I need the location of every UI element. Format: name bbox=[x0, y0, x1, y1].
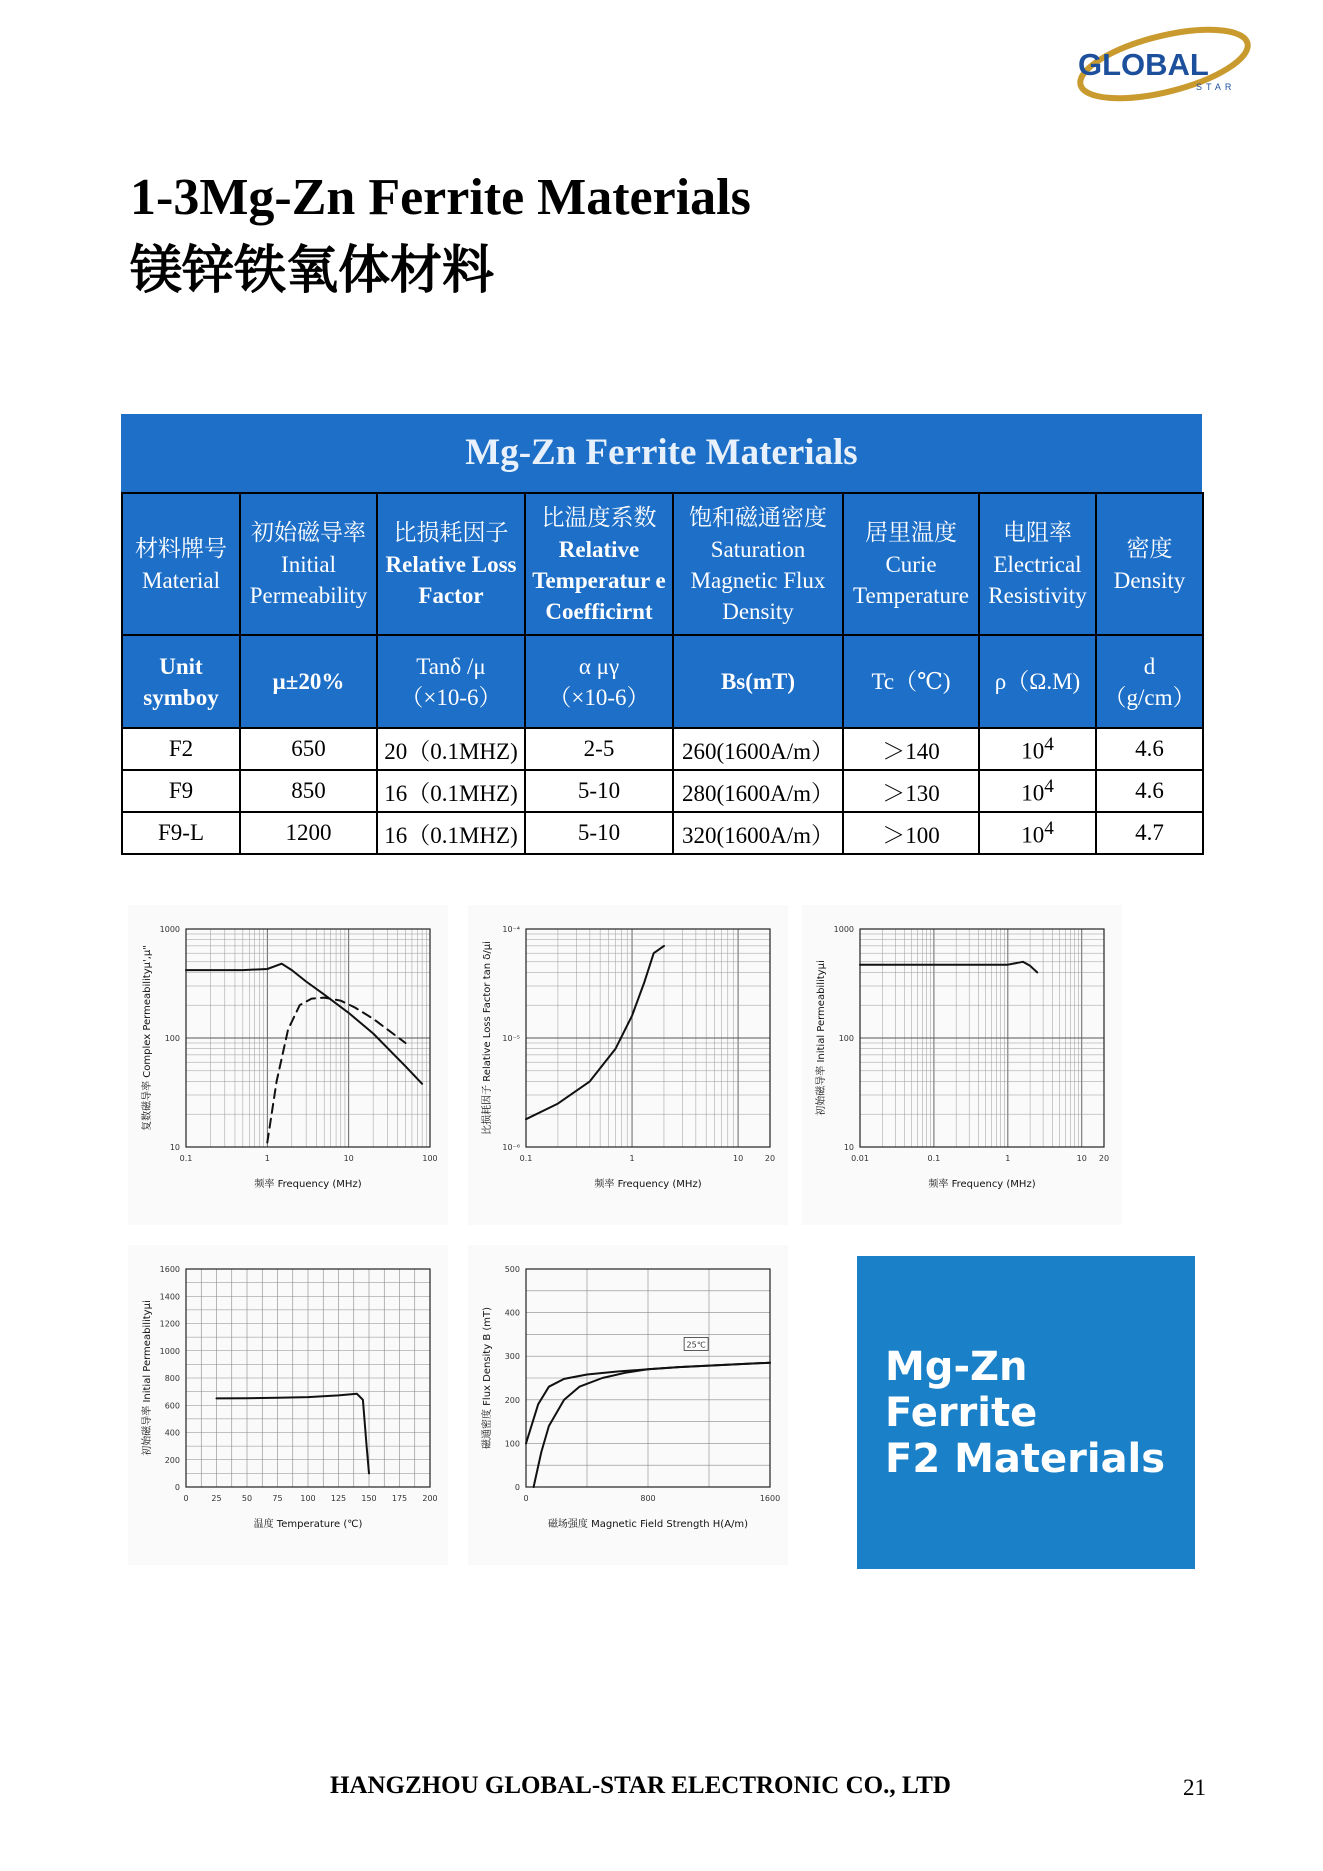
table-row bbox=[122, 728, 1203, 770]
y-axis-label: 复数磁导率 Complex Permeabilityμ',μ" bbox=[142, 945, 153, 1131]
chart-flux-density bbox=[468, 1245, 788, 1565]
x-tick-label: 20 bbox=[1098, 1154, 1110, 1163]
series-line bbox=[534, 1363, 770, 1487]
header-temp-coefficient: 比温度系数 Relative Temperatur e Coefficirnt bbox=[525, 493, 673, 635]
chart-svg bbox=[128, 1245, 448, 1565]
series-line bbox=[860, 962, 1037, 973]
y-axis-label: 磁通密度 Flux Density B (mT) bbox=[482, 1306, 493, 1450]
cell-material: F9 bbox=[122, 770, 240, 812]
promo-line: Mg-Zn bbox=[885, 1344, 1028, 1390]
chart-permeability-temperature bbox=[128, 1245, 448, 1565]
chart-grid bbox=[186, 929, 430, 1147]
cell-bs: 260(1600A/m） bbox=[673, 728, 843, 770]
y-tick-label: 100 bbox=[164, 1034, 180, 1043]
cell-material: F9-L bbox=[122, 812, 240, 854]
cell-temp-coef: 5-10 bbox=[525, 812, 673, 854]
chart-grid bbox=[186, 1269, 430, 1487]
page-number: 21 bbox=[1183, 1775, 1206, 1800]
y-tick-label: 200 bbox=[164, 1455, 180, 1465]
x-tick-label: 0.1 bbox=[927, 1154, 941, 1163]
unit-bs: Bs(mT) bbox=[673, 635, 843, 728]
promo-line: Ferrite bbox=[885, 1390, 1038, 1436]
y-tick-label: 600 bbox=[164, 1401, 180, 1411]
x-tick-label: 75 bbox=[272, 1494, 283, 1503]
x-tick-label: 100 bbox=[300, 1494, 316, 1503]
chart-grid bbox=[526, 1269, 770, 1487]
y-tick-label: 300 bbox=[504, 1352, 520, 1362]
x-tick-label: 125 bbox=[330, 1494, 347, 1503]
y-tick-label: 10⁻⁵ bbox=[502, 1034, 520, 1043]
cell-material: F2 bbox=[122, 728, 240, 770]
y-tick-label: 500 bbox=[504, 1265, 520, 1274]
cell-rho: $10^4$ bbox=[979, 812, 1096, 854]
header-curie-temperature: 居里温度 Curie Temperature bbox=[843, 493, 979, 635]
y-tick-label: 10⁻⁴ bbox=[502, 925, 520, 934]
cell-mu: 1200 bbox=[240, 812, 377, 854]
y-tick-label: 1200 bbox=[159, 1319, 180, 1329]
x-tick-label: 1 bbox=[264, 1154, 270, 1163]
cell-density: 4.7 bbox=[1096, 812, 1203, 854]
chart-svg bbox=[802, 905, 1122, 1225]
chart-svg bbox=[468, 905, 788, 1225]
unit-permeability: μ±20% bbox=[240, 635, 377, 728]
x-tick-label: 10 bbox=[732, 1154, 744, 1163]
y-tick-label: 100 bbox=[838, 1034, 854, 1043]
cell-loss: 16（0.1MHZ) bbox=[377, 770, 525, 812]
x-axis-label: 频率 Frequency (MHz) bbox=[254, 1179, 362, 1190]
table-heading: Mg-Zn Ferrite Materials bbox=[121, 414, 1202, 492]
promo-line: F2 Materials bbox=[885, 1436, 1166, 1482]
unit-loss-factor: Tanδ /μ （×10-6） bbox=[377, 635, 525, 728]
y-tick-label: 400 bbox=[164, 1428, 180, 1438]
y-tick-label: 10⁻⁶ bbox=[502, 1143, 520, 1152]
y-tick-label: 400 bbox=[504, 1308, 520, 1318]
cell-density: 4.6 bbox=[1096, 770, 1203, 812]
y-tick-label: 1400 bbox=[159, 1292, 180, 1302]
x-tick-label: 0 bbox=[183, 1494, 189, 1503]
cell-mu: 850 bbox=[240, 770, 377, 812]
table-header-row bbox=[122, 493, 1203, 635]
unit-tc: Tc（℃) bbox=[843, 635, 979, 728]
cell-bs: 280(1600A/m） bbox=[673, 770, 843, 812]
series-line bbox=[267, 998, 405, 1143]
y-tick-label: 0 bbox=[174, 1483, 180, 1492]
cell-temp-coef: 2-5 bbox=[525, 728, 673, 770]
y-tick-label: 800 bbox=[164, 1374, 180, 1383]
series-line bbox=[526, 946, 664, 1119]
x-tick-label: 150 bbox=[361, 1494, 377, 1503]
x-tick-label: 10 bbox=[343, 1154, 354, 1163]
chart-loss-factor bbox=[468, 905, 788, 1225]
cell-tc: ＞100 bbox=[843, 812, 979, 854]
x-tick-label: 0.1 bbox=[519, 1154, 533, 1163]
x-tick-label: 25 bbox=[211, 1494, 222, 1503]
cell-temp-coef: 5-10 bbox=[525, 770, 673, 812]
page-title-cn: 镁锌铁氧体材料 bbox=[130, 241, 495, 301]
chart-complex-permeability bbox=[128, 905, 448, 1225]
x-tick-label: 200 bbox=[422, 1494, 438, 1503]
x-tick-label: 800 bbox=[640, 1494, 656, 1503]
x-tick-label: 0 bbox=[523, 1494, 529, 1503]
promo-text bbox=[885, 1344, 1165, 1482]
table-row bbox=[122, 770, 1203, 812]
y-axis-label: 初始磁导率 Initial Permeabilityμi bbox=[142, 1300, 153, 1456]
y-tick-label: 200 bbox=[504, 1395, 520, 1405]
table-row bbox=[122, 812, 1203, 854]
material-table bbox=[121, 414, 1202, 855]
unit-density: d （g/cm） bbox=[1096, 635, 1203, 728]
y-axis-label: 初始磁导率 Initial Permeabilityμi bbox=[816, 960, 827, 1116]
x-axis-label: 磁场强度 Magnetic Field Strength H(A/m) bbox=[547, 1519, 749, 1530]
y-axis-label: 比损耗因子 Relative Loss Factor tan δ/μi bbox=[482, 941, 493, 1135]
table-unit-row bbox=[122, 635, 1203, 728]
y-tick-label: 1000 bbox=[833, 925, 854, 934]
chart-grid bbox=[860, 929, 1104, 1147]
header-resistivity: 电阻率 Electrical Resistivity bbox=[979, 493, 1096, 635]
chart-svg bbox=[468, 1245, 788, 1565]
header-initial-permeability: 初始磁导率 Initial Permeability bbox=[240, 493, 377, 635]
x-axis-label: 频率 Frequency (MHz) bbox=[928, 1179, 1036, 1190]
x-tick-label: 1 bbox=[1005, 1154, 1011, 1163]
svg-text:GLOBAL: GLOBAL bbox=[1078, 47, 1209, 82]
cell-bs: 320(1600A/m） bbox=[673, 812, 843, 854]
header-material: 材料牌号 Material bbox=[122, 493, 240, 635]
y-tick-label: 1600 bbox=[159, 1265, 180, 1274]
cell-density: 4.6 bbox=[1096, 728, 1203, 770]
cell-loss: 20（0.1MHZ) bbox=[377, 728, 525, 770]
cell-tc: ＞140 bbox=[843, 728, 979, 770]
x-tick-label: 175 bbox=[391, 1494, 408, 1503]
x-axis-label: 频率 Frequency (MHz) bbox=[594, 1179, 702, 1190]
cell-mu: 650 bbox=[240, 728, 377, 770]
cell-rho: $10^4$ bbox=[979, 770, 1096, 812]
company-logo bbox=[1068, 22, 1268, 112]
x-tick-label: 0.1 bbox=[179, 1154, 193, 1163]
x-tick-label: 0.01 bbox=[851, 1154, 869, 1163]
x-axis-label: 温度 Temperature (℃) bbox=[253, 1519, 363, 1530]
header-saturation-flux: 饱和磁通密度 Saturation Magnetic Flux Density bbox=[673, 493, 843, 635]
x-tick-label: 100 bbox=[422, 1154, 438, 1163]
y-tick-label: 1000 bbox=[159, 1346, 180, 1356]
page-title-en: 1-3Mg-Zn Ferrite Materials bbox=[130, 169, 751, 226]
promo-box bbox=[857, 1256, 1195, 1569]
x-tick-label: 10 bbox=[1076, 1154, 1087, 1163]
unit-rho: ρ（Ω.M) bbox=[979, 635, 1096, 728]
x-tick-label: 20 bbox=[764, 1154, 776, 1163]
svg-text:STAR: STAR bbox=[1196, 82, 1236, 92]
cell-loss: 16（0.1MHZ) bbox=[377, 812, 525, 854]
header-loss-factor: 比损耗因子 Relative Loss Factor bbox=[377, 493, 525, 635]
cell-tc: ＞130 bbox=[843, 770, 979, 812]
chart-grid bbox=[526, 929, 770, 1147]
x-tick-label: 1 bbox=[629, 1154, 635, 1163]
header-density: 密度 Density bbox=[1096, 493, 1203, 635]
y-tick-label: 10 bbox=[169, 1143, 180, 1152]
chart-initial-permeability-freq bbox=[802, 905, 1122, 1225]
footer-company: HANGZHOU GLOBAL-STAR ELECTRONIC CO., LTD bbox=[330, 1772, 951, 1799]
y-tick-label: 1000 bbox=[159, 925, 180, 934]
unit-temp-coefficient: α μγ （×10-6） bbox=[525, 635, 673, 728]
y-tick-label: 100 bbox=[504, 1439, 520, 1449]
chart-svg bbox=[128, 905, 448, 1225]
unit-symbol: Unit symboy bbox=[122, 635, 240, 728]
y-tick-label: 10 bbox=[843, 1143, 854, 1152]
annotation-label: 25℃ bbox=[686, 1340, 706, 1350]
x-tick-label: 50 bbox=[241, 1494, 253, 1503]
cell-rho: $10^4$ bbox=[979, 728, 1096, 770]
series-line bbox=[186, 964, 422, 1084]
y-tick-label: 0 bbox=[514, 1483, 520, 1492]
x-tick-label: 1600 bbox=[759, 1494, 781, 1503]
